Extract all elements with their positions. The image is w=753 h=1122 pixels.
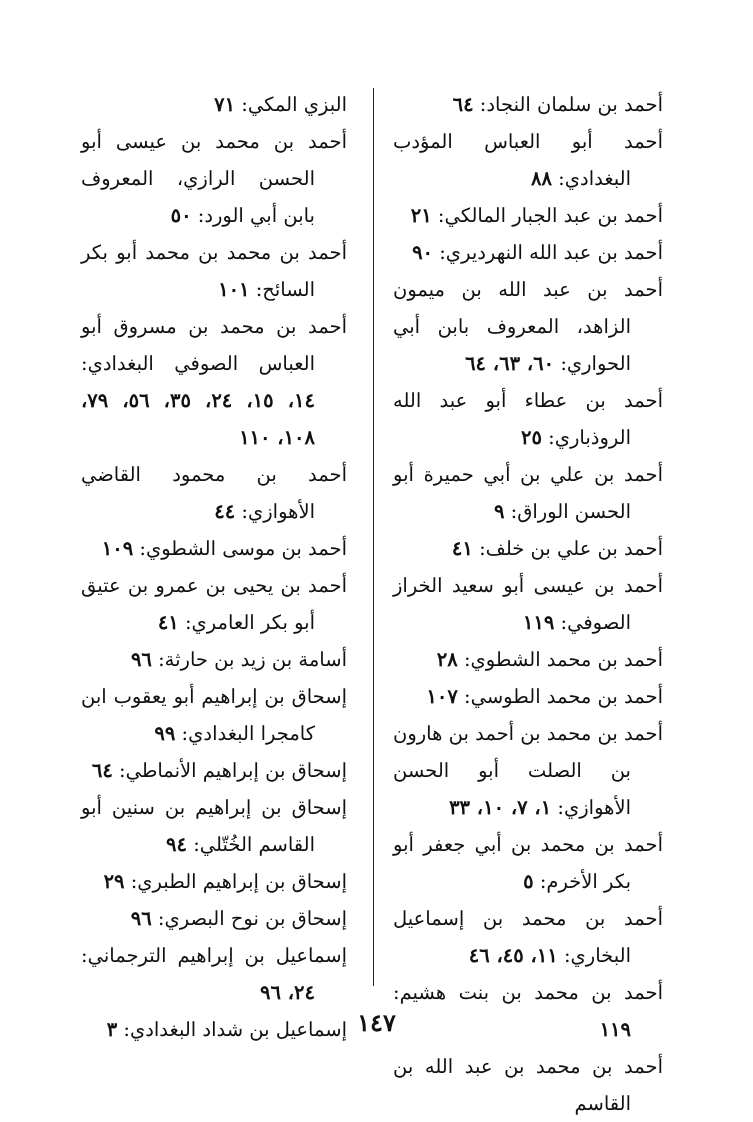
column-divider	[373, 88, 374, 986]
entry-pages: ٢٩	[103, 870, 125, 893]
entry-name: أحمد بن عطاء أبو عبد الله الروذباري:	[393, 389, 663, 449]
entry-name: أحمد بن محمد بن إسماعيل البخاري:	[393, 907, 663, 967]
entry-name: إسماعيل بن شداد البغدادي:	[123, 1018, 347, 1041]
index-entry	[81, 234, 347, 308]
index-entry	[81, 456, 347, 530]
entry-name: أحمد بن عيسى أبو سعيد الخراز الصوفي:	[393, 574, 663, 634]
entry-pages: ٨٨	[531, 167, 552, 190]
index-entry	[81, 789, 347, 863]
index-entry	[393, 271, 663, 382]
entry-name: أحمد بن يحيى بن عمرو بن عتيق أبو بكر العامري:	[81, 574, 347, 634]
index-entry	[81, 567, 347, 641]
entry-name: أحمد بن محمد بن عبد الله بن القاسم	[393, 1055, 663, 1115]
entry-pages: ٩٠	[412, 241, 434, 264]
entry-pages: ١١٩	[522, 611, 555, 634]
index-entry	[81, 530, 347, 567]
entry-pages: ٤٤	[214, 500, 236, 523]
entry-name: إسماعيل بن إبراهيم الترجماني:	[81, 944, 347, 967]
entry-name: أحمد بن علي بن أبي حميرة أبو الحسن الوراق:	[393, 463, 663, 523]
index-entry	[393, 1048, 663, 1122]
entry-pages: ٢٥	[521, 426, 542, 449]
entry-pages: ٦٤	[91, 759, 113, 782]
entry-pages: ١٠٧	[426, 685, 458, 708]
entry-pages: ١٠١	[218, 278, 250, 301]
index-entry	[81, 641, 347, 678]
index-entry	[393, 641, 663, 678]
entry-pages: ١١٩	[599, 1018, 631, 1041]
entry-pages: ١، ٧، ١٠، ٣٣	[449, 796, 552, 819]
entry-pages: ٦٠، ٦٣، ٦٤	[465, 352, 555, 375]
entry-pages: ٢١	[410, 204, 432, 227]
entry-pages: ٤١	[451, 537, 473, 560]
entry-pages: ٩٦	[130, 648, 152, 671]
index-entry	[393, 900, 663, 974]
entry-pages: ٩٤	[166, 833, 187, 856]
index-entry	[393, 123, 663, 197]
entry-pages: ٥	[523, 870, 534, 893]
entry-pages: ٩	[493, 500, 505, 523]
entry-name: أحمد بن محمد بن محمد أبو بكر السائح:	[81, 241, 347, 301]
entry-pages: ٢٨	[436, 648, 458, 671]
index-entry	[393, 715, 663, 826]
entry-pages: ٩٦	[130, 907, 152, 930]
entry-name: إسحاق بن إبراهيم الطبري:	[130, 870, 347, 893]
entry-name: أحمد بن محمد بن عيسى أبو الحسن الرازي، المعروف بابن أبي الورد:	[81, 130, 347, 227]
index-entry	[81, 900, 347, 937]
entry-pages: ٦٤	[452, 93, 474, 116]
index-entry	[393, 382, 663, 456]
entry-pages: ٧١	[214, 93, 236, 116]
entry-name: أحمد بن محمد بن أبي جعفر أبو بكر الأخرم:	[393, 833, 663, 893]
entry-name: إسحاق بن إبراهيم أبو يعقوب ابن كامجرا البغدادي:	[81, 685, 347, 745]
index-entry	[81, 937, 347, 1011]
entry-pages: ٥٠	[170, 204, 192, 227]
index-column-right	[393, 86, 663, 1122]
entry-name: أحمد بن محمود القاضي الأهوازي:	[81, 463, 347, 523]
index-entry	[393, 197, 663, 234]
index-entry	[81, 678, 347, 752]
entry-pages: ٩٩	[154, 722, 176, 745]
entry-name: أسامة بن زيد بن حارثة:	[158, 648, 347, 671]
index-entry	[393, 678, 663, 715]
entry-name: أحمد بن علي بن خلف:	[479, 537, 663, 560]
entry-name: أحمد بن عبد الله بن ميمون الزاهد، المعروف بابن أبي الحواري:	[393, 278, 663, 375]
index-entry	[393, 530, 663, 567]
index-entry	[393, 567, 663, 641]
entry-pages: ١٤، ١٥، ٢٤، ٣٥، ٥٦، ٧٩، ١٠٨، ١١٠	[81, 389, 315, 449]
entry-pages: ١١، ٤٥، ٤٦	[468, 944, 558, 967]
entry-name: أحمد بن محمد الشطوي:	[463, 648, 663, 671]
index-column-left	[81, 86, 347, 1048]
index-entry	[81, 86, 347, 123]
entry-name: إسحاق بن نوح البصري:	[157, 907, 347, 930]
index-entry	[393, 456, 663, 530]
index-entry	[393, 826, 663, 900]
entry-pages: ٢٤، ٩٦	[260, 981, 315, 1004]
index-entry	[81, 752, 347, 789]
entry-pages: ٣	[106, 1018, 118, 1041]
entry-name: أحمد بن محمد بن مسروق أبو العباس الصوفي البغدادي:	[81, 315, 347, 375]
page-number: ١٤٧	[357, 1008, 396, 1037]
entry-name: أحمد بن سلمان النجاد:	[479, 93, 663, 116]
entry-name: إسحاق بن إبراهيم الأنماطي:	[119, 759, 347, 782]
entry-name: إسحاق بن إبراهيم بن سنين أبو القاسم الخُتّلي:	[81, 796, 347, 856]
index-entry	[81, 123, 347, 234]
entry-pages: ٤١	[157, 611, 179, 634]
entry-name: البزي المكي:	[241, 93, 347, 116]
index-entry	[81, 308, 347, 456]
index-entry	[393, 86, 663, 123]
entry-name: أحمد بن عبد الجبار المالكي:	[437, 204, 663, 227]
entry-name: أحمد بن عبد الله النهرديري:	[439, 241, 663, 264]
entry-pages: ١٠٩	[101, 537, 134, 560]
index-entry	[81, 863, 347, 900]
entry-name: أحمد بن محمد بن أحمد بن هارون بن الصلت أبو الحسن الأهوازي:	[393, 722, 663, 819]
entry-name: أحمد بن محمد الطوسي:	[464, 685, 663, 708]
index-entry	[393, 234, 663, 271]
entry-name: أحمد أبو العباس المؤدب البغدادي:	[393, 130, 663, 190]
entry-name: أحمد بن محمد بن بنت هشيم:	[393, 981, 663, 1004]
entry-name: أحمد بن موسى الشطوي:	[139, 537, 347, 560]
